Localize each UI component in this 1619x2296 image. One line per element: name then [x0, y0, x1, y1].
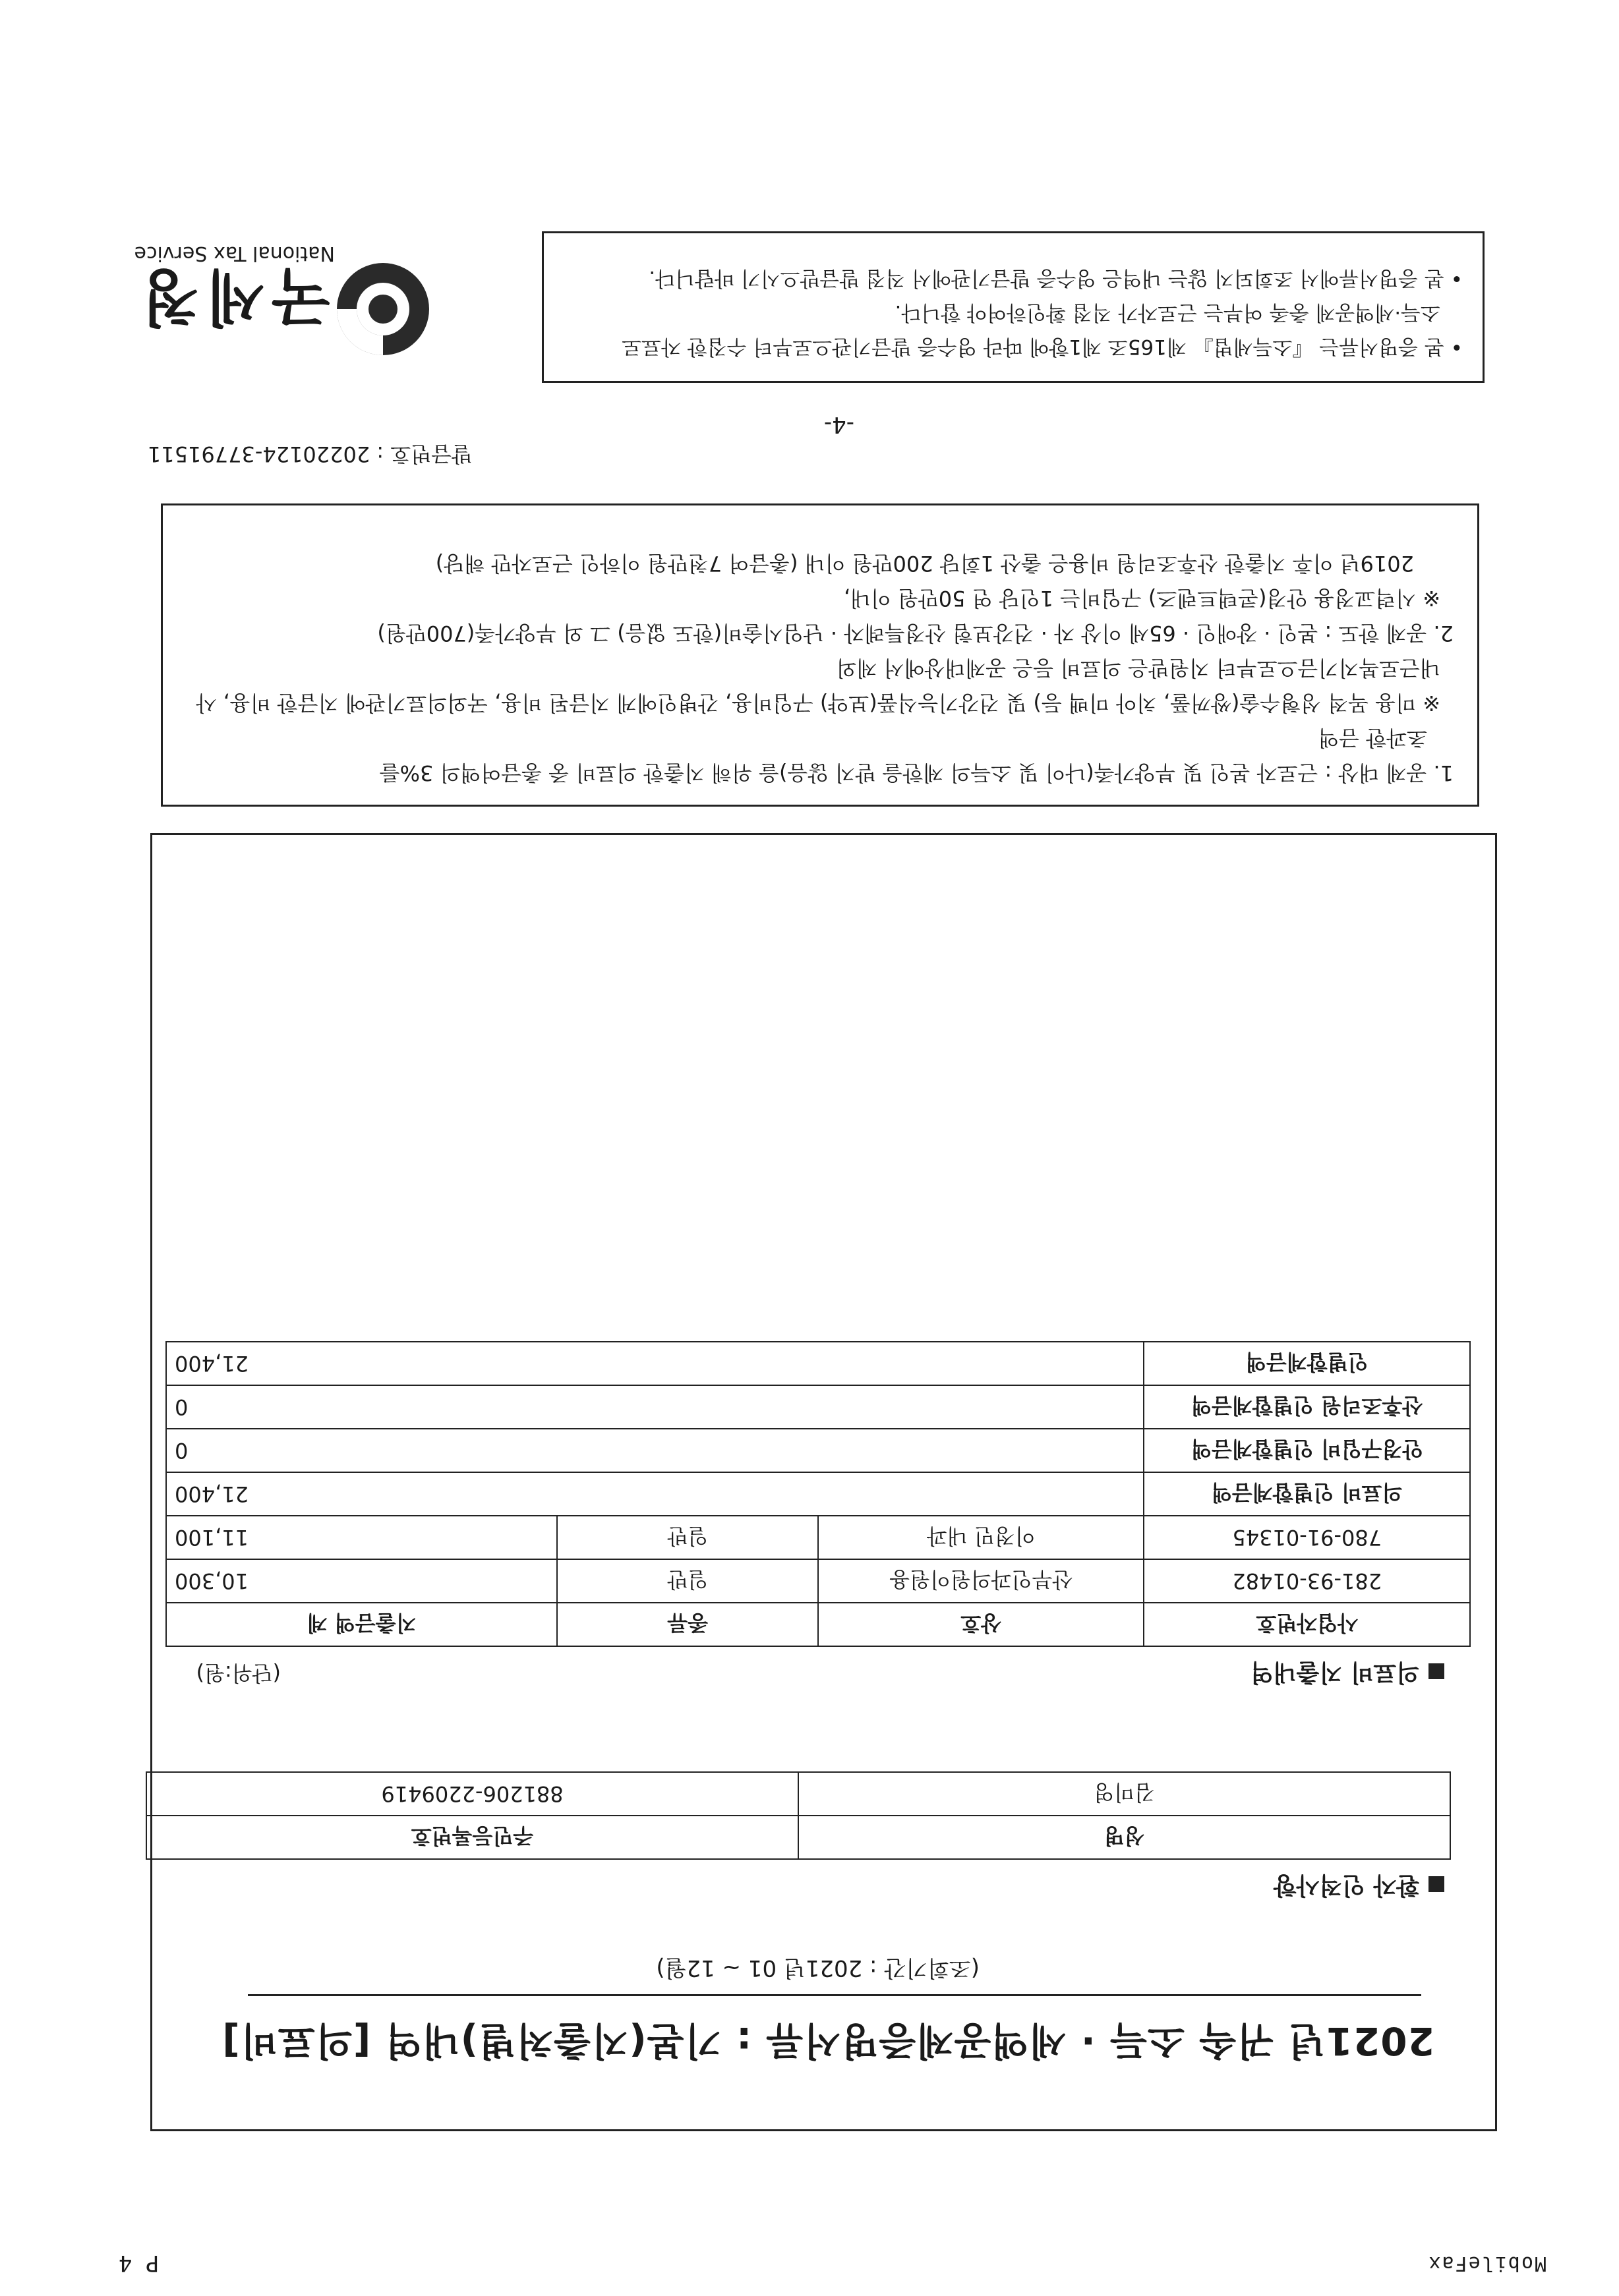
table-header-row	[146, 1816, 1450, 1859]
footer-line-2: 소득·세액공제 충족 여부는 근로자가 직접 확인하여야 합니다.	[895, 301, 1440, 324]
fax-page-label: P 4	[119, 2250, 160, 2276]
business-name-cell: 이정민 내과	[818, 1516, 1144, 1559]
summary-value: 21,400	[166, 1472, 1144, 1516]
page-number: -4-	[823, 411, 854, 438]
issue-number: 발급번호 : 20220124-37791511	[147, 442, 472, 467]
footer-notice	[542, 231, 1485, 383]
amount-cell: 11,100	[166, 1516, 557, 1559]
summary-value: 0	[166, 1429, 1144, 1472]
bullet-square-icon	[1428, 1876, 1444, 1892]
query-period: (조회기간 : 2021년 01 ~ 12월)	[656, 1955, 980, 1981]
summary-row	[166, 1472, 1470, 1516]
agency-name-en: National Tax Service	[134, 242, 335, 265]
unit-label: (단위:원)	[196, 1661, 281, 1686]
patient-section-heading	[1274, 1870, 1444, 1904]
bizno-cell: 281-93-01482	[1144, 1559, 1470, 1603]
col-kind: 종류	[557, 1603, 818, 1646]
col-name: 성명	[798, 1816, 1450, 1859]
col-amount: 지출금액 계	[166, 1603, 557, 1646]
summary-row	[166, 1385, 1470, 1429]
patient-heading-text: 환자 인적사항	[1273, 1872, 1419, 1899]
summary-label: 의료비 인별합계금액	[1144, 1472, 1470, 1516]
note-2b: ※ 시력교정용 안경(콘택트렌즈) 구입비는 1인당 연 50만원 이내,	[843, 586, 1440, 611]
summary-label: 인별합계금액	[1144, 1342, 1470, 1385]
table-row	[166, 1516, 1470, 1559]
summary-row	[166, 1429, 1470, 1472]
summary-value: 21,400	[166, 1342, 1144, 1385]
title-divider	[248, 1994, 1421, 1996]
note-1c: ※ 미용 목적 성형수술(쌍꺼풀, 치아 미백 등) 및 건강기능식품(보약) 구입비용, 간병인에게 지급된 비용, 국외의료기관에 지급한 비용, 사내근로복지기금으로부터 지원받은 의료비 등은 공제대상에서 제외	[196, 656, 1440, 716]
expense-heading-text: 의료비 지출내역	[1251, 1659, 1419, 1686]
kind-cell: 일반	[557, 1516, 818, 1559]
patient-rrn: 881206-2209419	[146, 1772, 798, 1816]
document-title: 2021년 귀속 소득 · 세액공제증명서류 : 기본(지출처별)내역 [의료비]	[221, 2019, 1434, 2063]
expense-section-heading	[1251, 1657, 1444, 1691]
col-bizno: 사업자번호	[1144, 1603, 1470, 1646]
note-1b: 초과한 금액	[1318, 726, 1427, 751]
bullet-square-icon	[1428, 1663, 1444, 1679]
agency-name: 국세청	[134, 262, 330, 332]
kind-cell: 일반	[557, 1559, 818, 1603]
patient-name: 김미영	[798, 1772, 1450, 1816]
footer-line-3: • 본 증명서류에서 조회되지 않는 내역은 영수증 발급기관에서 직접 발급받으시기 바랍니다.	[649, 266, 1463, 290]
table-row	[166, 1559, 1470, 1603]
expense-table	[165, 1341, 1471, 1647]
summary-row	[166, 1342, 1470, 1385]
table-row	[146, 1772, 1450, 1816]
bizno-cell: 780-91-01345	[1144, 1516, 1470, 1559]
summary-label: 산후조리원 인별합계금액	[1144, 1385, 1470, 1429]
note-2c: 2019년 이후 지출한 산후조리원 비용은 출산 1회당 200만원 이내 (총급여 7천만원 이하인 근로자만 해당)	[435, 551, 1414, 576]
business-name-cell: 산부인과의원이원용	[818, 1559, 1144, 1603]
nts-emblem-icon	[334, 260, 432, 359]
summary-value: 0	[166, 1385, 1144, 1429]
fax-header: MobileFax	[1427, 2252, 1546, 2275]
deduction-notes	[161, 503, 1479, 807]
note-2: 2. 공제 한도 : 본인 · 장애인 · 65세 이상 자 · 건강보험 산정특례자 · 난임시술비(한도 없음) 그 외 부양가족(700만원)	[377, 621, 1454, 646]
col-rrn: 주민등록번호	[146, 1816, 798, 1859]
summary-label: 안경구입비 인별합계금액	[1144, 1429, 1470, 1472]
footer-line-1: • 본 증명서류는 『소득세법』 제165조 제1항에 따라 영수증 발급기관으로부터 수집한 자료로	[622, 335, 1463, 359]
table-header-row	[166, 1603, 1470, 1646]
note-1: 1. 공제 대상 : 근로자 본인 및 부양가족(나이 및 소득의 제한을 받지 않음)을 위해 지출한 의료비 중 총급여액의 3%를	[379, 761, 1454, 786]
col-business-name: 상호	[818, 1603, 1144, 1646]
patient-table	[146, 1771, 1451, 1860]
amount-cell: 10,300	[166, 1559, 557, 1603]
